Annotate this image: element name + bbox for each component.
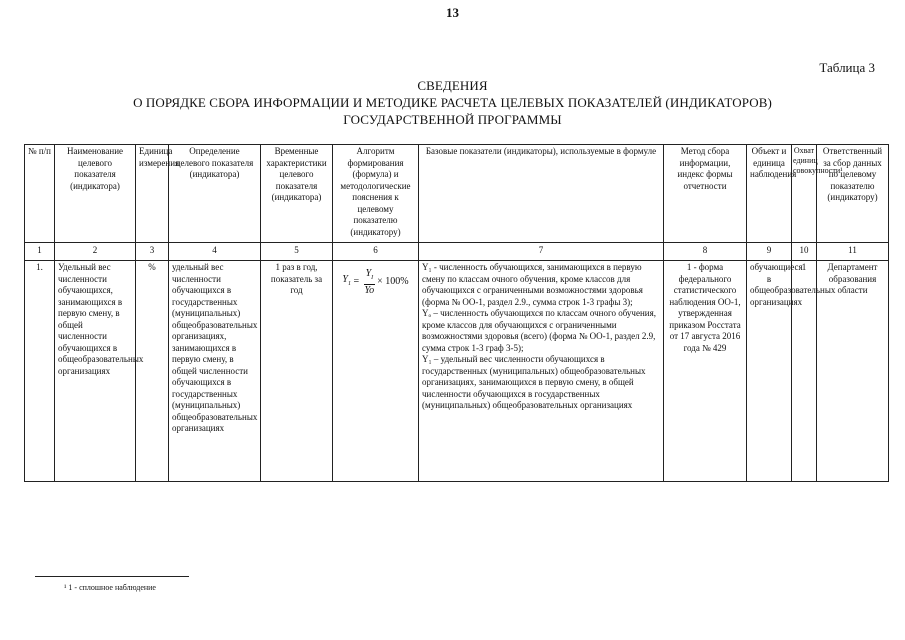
table-label: Таблица 3: [819, 60, 875, 75]
title-line-2: О ПОРЯДКЕ СБОРА ИНФОРМАЦИИ И МЕТОДИКЕ РАСЧЕТА ЦЕЛЕВЫХ ПОКАЗАТЕЛЕЙ (ИНДИКАТОРОВ): [133, 95, 772, 110]
responsible-party: Департамент образования области: [817, 261, 889, 482]
base-indicator-item: Y₁ – удельный вес численности обучающихся в государственных (муниципальных) общеобразовательных организациях, занимающихся в первую смену, в общей численности обучающихся в государственных (муниципальных) общеобразовательных организациях: [422, 354, 646, 410]
footnote: ¹ 1 - сплошное наблюдение: [64, 583, 156, 592]
indicators-table: [24, 144, 889, 482]
header-cell-number: № п/п: [25, 145, 55, 243]
formula-factor: × 100%: [377, 276, 409, 288]
header-cell-time: Временные характеристики целевого показателя (индикатора): [261, 145, 333, 243]
header-cell-responsible: Ответственный за сбор данных по целевому показателю (индикатору): [817, 145, 889, 243]
indicator-time: 1 раз в год, показатель за год: [261, 261, 333, 482]
table-header-row: [25, 145, 889, 243]
row-number: 1.: [25, 261, 55, 482]
base-indicator-item: Yₒ – численность обучающихся по классам очного обучения, кроме классов для обучающихся с ограниченными возможностями здоровья (всего) (форма № ОО-1, раздел 2.9, сумма строк 1-3 граф 3-5);: [422, 308, 656, 353]
header-cell-coverage: Охват единиц совокупности¹: [792, 145, 817, 243]
column-number: 8: [664, 243, 747, 261]
indicator-name: Удельный вес численности обучающихся, занимающихся в первую смену, в общей численности обучающихся в общеобразовательных организациях: [55, 261, 136, 482]
column-number: 5: [261, 243, 333, 261]
base-indicator-item: Y₁ - численность обучающихся, занимающихся в первую смену по классам очного обучения, кроме классов для обучающихся с ограниченными возможностями здоровья (форма № ОО-1, раздел 2.9., сумма строк 1-3 графы 3);: [422, 262, 643, 307]
formula-fraction: [364, 268, 376, 296]
formula-denominator: Yo: [364, 285, 375, 296]
header-cell-definition: Определение целевого показателя (индикатора): [169, 145, 261, 243]
title-line-1: СВЕДЕНИЯ: [417, 78, 488, 93]
coverage-value: 1: [792, 261, 817, 482]
collection-method: 1 - форма федерального статистического наблюдения ОО-1, утвержденная приказом Росстата от 17 августа 2016 года № 429: [664, 261, 747, 482]
header-cell-formula: Алгоритм формирования (формула) и методологические пояснения к целевому показателю (индикатору): [333, 145, 419, 243]
column-number: 6: [333, 243, 419, 261]
title-line-3: ГОСУДАРСТВЕННОЙ ПРОГРАММЫ: [343, 112, 562, 127]
formula-lhs: $Y_1$: [342, 273, 351, 287]
observation-object: обучающиеся в общеобразовательных организациях: [747, 261, 792, 482]
column-number: 7: [419, 243, 664, 261]
header-cell-unit: Единица измерения: [136, 145, 169, 243]
column-number-row: [25, 243, 889, 261]
column-number: 2: [55, 243, 136, 261]
footnote-divider: [35, 576, 189, 577]
table-row: [25, 261, 889, 482]
base-indicators: [419, 261, 664, 482]
indicator-definition: удельный вес численности обучающихся в государственных (муниципальных) общеобразовательных организациях, занимающихся в первую смену, в общей численности обучающихся в государственных (муниципальных) общеобразовательных организациях: [169, 261, 261, 482]
formula-numerator: $Y_I$: [364, 268, 376, 285]
column-number: 9: [747, 243, 792, 261]
formula-expression: $Y_1$ = $\frac{Y_I}{Yo}$ × 100%: [342, 268, 409, 296]
column-number: 11: [817, 243, 889, 261]
header-cell-method: Метод сбора информации, индекс формы отчетности: [664, 145, 747, 243]
page-number: 13: [446, 5, 459, 20]
header-cell-name: Наименование целевого показателя (индикатора): [55, 145, 136, 243]
column-number: 3: [136, 243, 169, 261]
indicator-unit: %: [136, 261, 169, 482]
header-cell-object: Объект и единица наблюдения: [747, 145, 792, 243]
indicator-formula: [333, 261, 419, 482]
column-number: 1: [25, 243, 55, 261]
column-number: 4: [169, 243, 261, 261]
document-title: [0, 77, 905, 128]
header-cell-base-indicators: Базовые показатели (индикаторы), используемые в формуле: [419, 145, 664, 243]
column-number: 10: [792, 243, 817, 261]
